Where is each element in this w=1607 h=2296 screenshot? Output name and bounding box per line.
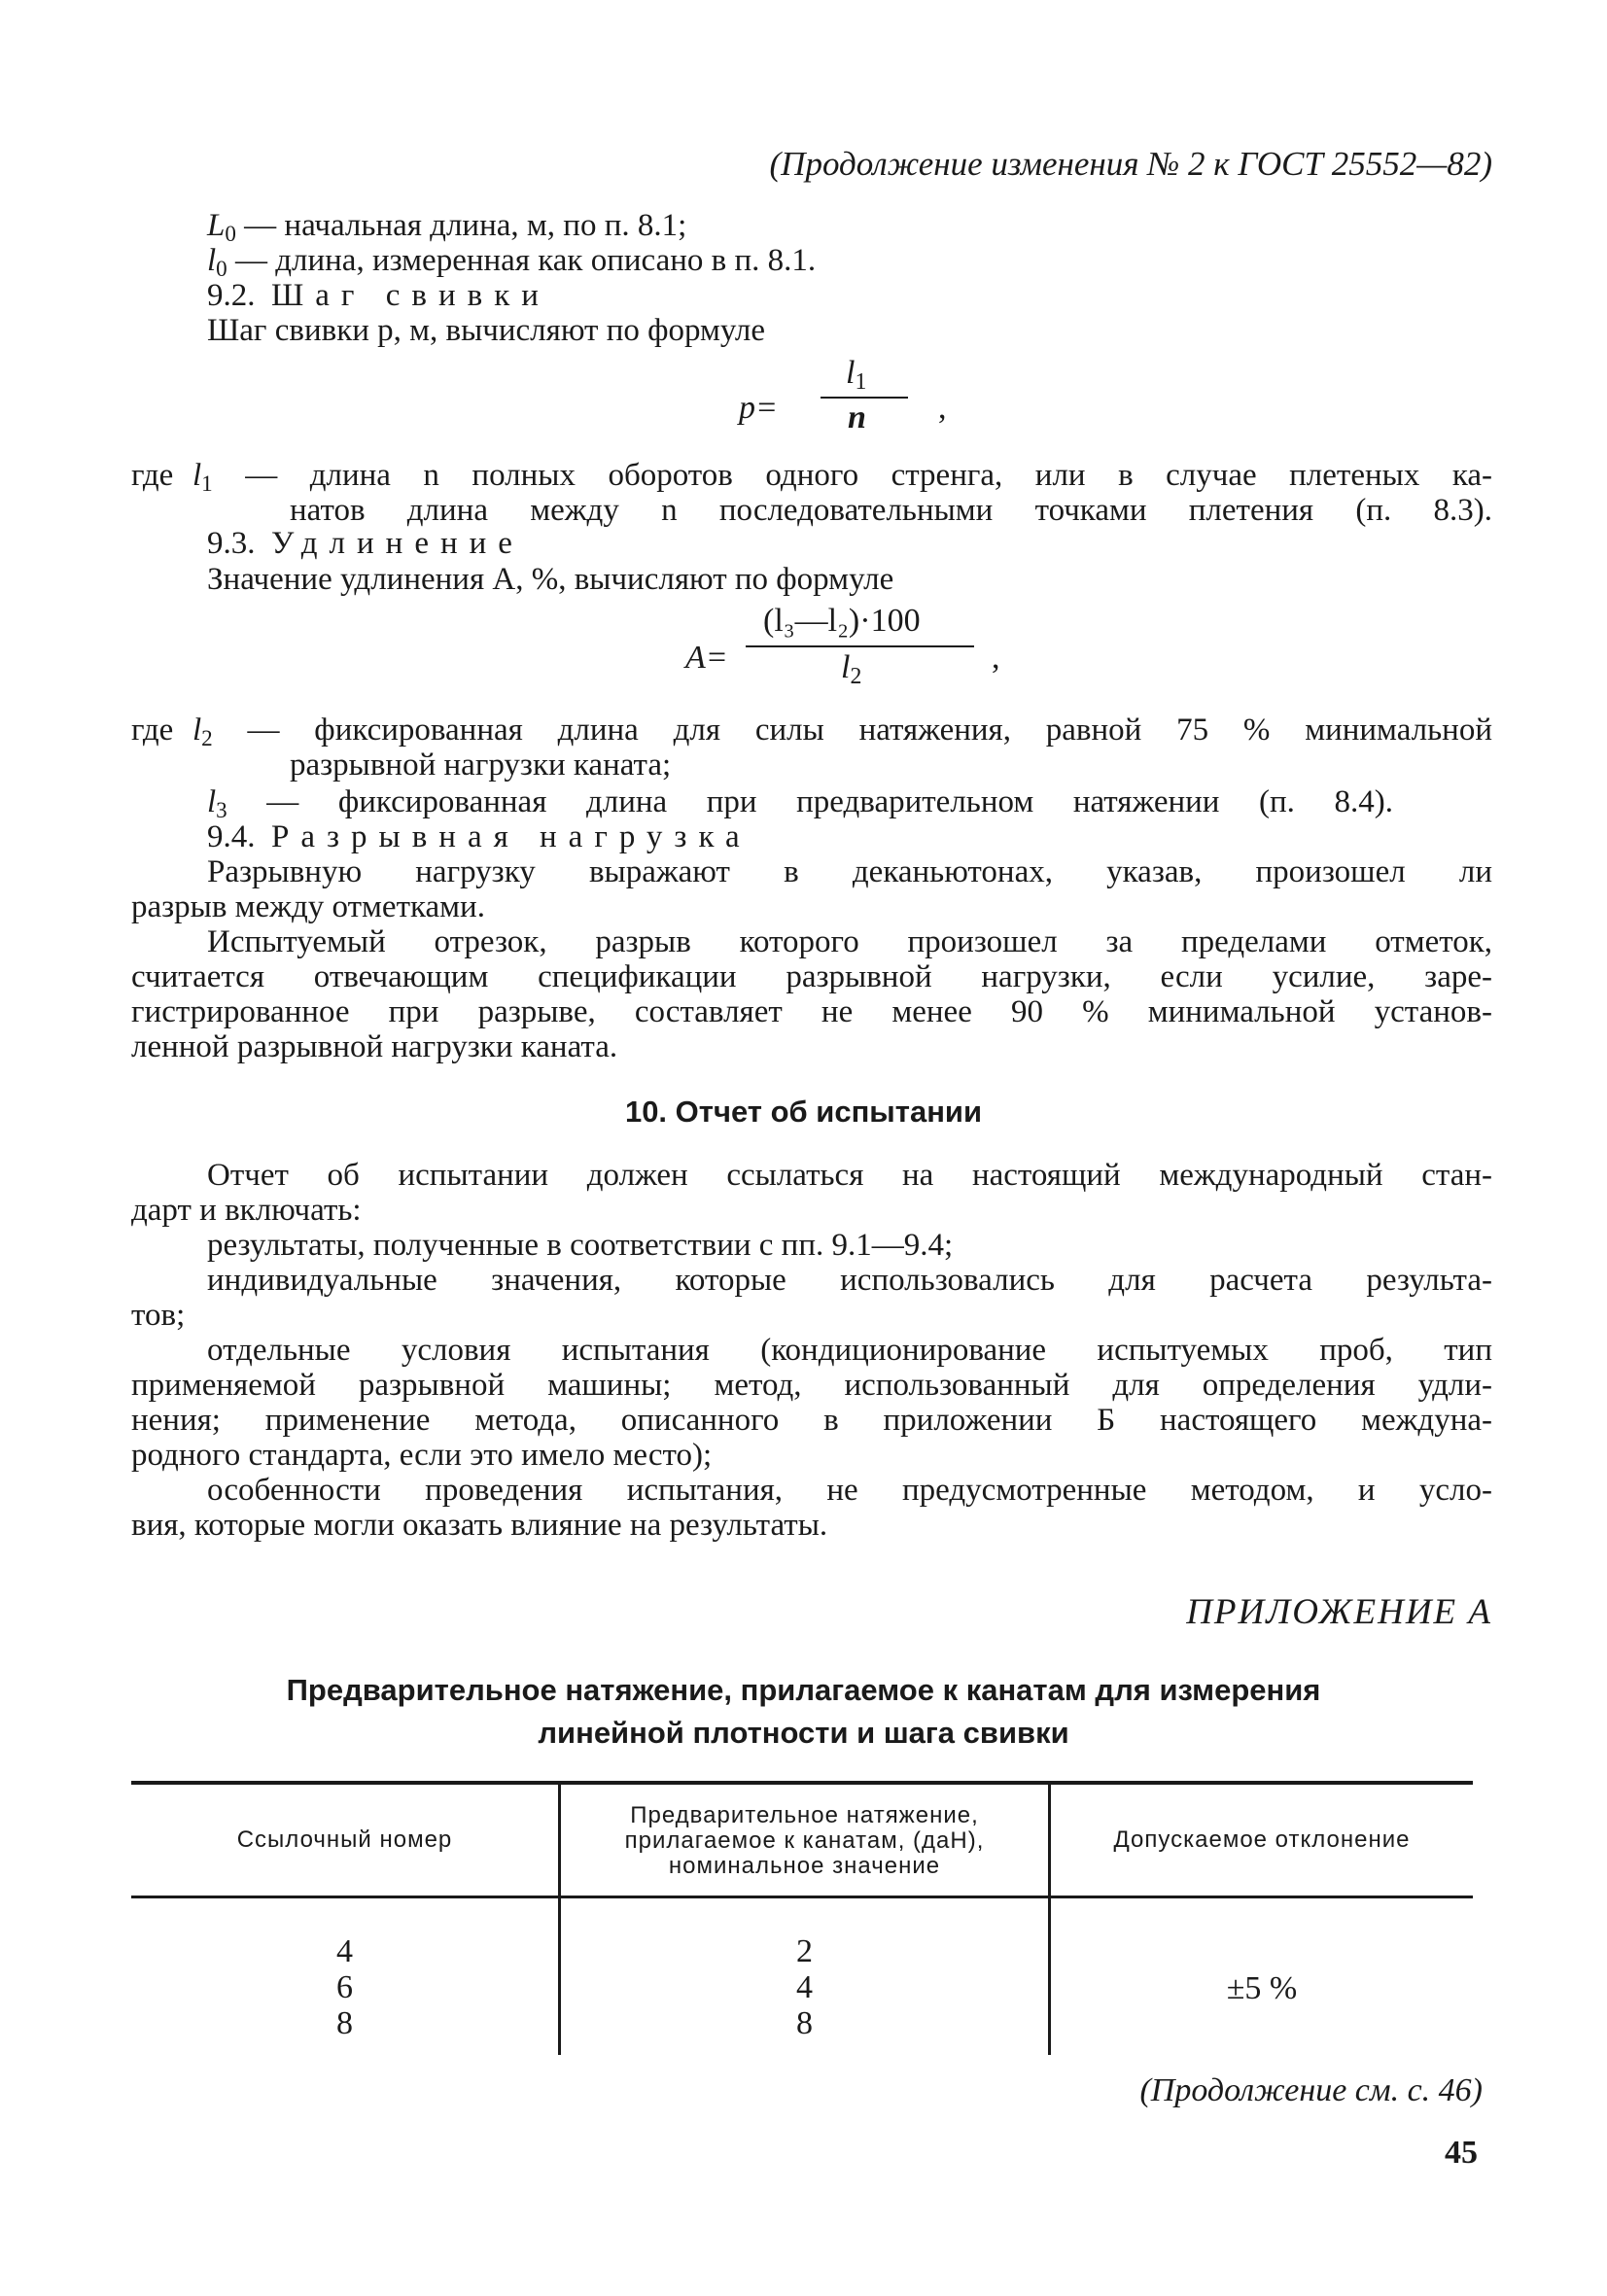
fraction-bar [821, 397, 908, 399]
section-10-line6: отдельные условия испытания (кондиционирование испытуемых проб, тип [207, 1333, 1492, 1368]
table-cell-tension-3: 8 [796, 2005, 813, 2041]
table-header-tolerance: Допускаемое отклонение [1113, 1826, 1411, 1853]
section-10-line10: особенности проведения испытания, не предусмотренные методом, и усло- [207, 1473, 1492, 1508]
table-cell-ref-2: 6 [336, 1969, 353, 2005]
table-header-pretension: Предварительное натяжение, прилагаемое к канатам, (даН), номинальное значение [624, 1802, 985, 1879]
page-header: (Продолжение изменения № 2 к ГОСТ 25552—82) [769, 145, 1492, 183]
where-label-9-3: где [131, 713, 174, 748]
continuation-note: (Продолжение см. с. 46) [1139, 2072, 1483, 2108]
table-cell-ref-1: 4 [336, 1933, 353, 1969]
definition-l2-line2: разрывной нагрузки каната; [290, 748, 672, 783]
section-10-line2: дарт и включать: [131, 1193, 362, 1228]
section-10-line1: Отчет об испытании должен ссылаться на настоящий международный стан- [207, 1158, 1492, 1193]
table-header-rule [131, 1896, 1473, 1898]
appendix-title-line1: Предварительное натяжение, прилагаемое к канатам для измерения [286, 1673, 1321, 1707]
section-9-4-heading: 9.4. Разрывная нагрузка [207, 819, 751, 854]
section-10-heading: 10. Отчет об испытании [624, 1095, 983, 1129]
table-cell-tension-1: 2 [796, 1933, 813, 1969]
definition-L0: $L_0$ — начальная длина, м, по п. 8.1; [207, 208, 687, 246]
appendix-title-line2: линейной плотности и шага свивки [538, 1716, 1069, 1750]
definition-l1-line2: натов длина между n последовательными точками плетения (п. 8.3). [290, 493, 1492, 528]
definition-l3: $l_3$ — фиксированная длина при предварительном натяжении (п. 8.4). [207, 784, 1393, 822]
table-col-divider-2 [1048, 1785, 1051, 2055]
section-9-4-p2-line2: считается отвечающим спецификации разрывной нагрузки, если усилие, заре- [131, 959, 1492, 994]
formula-twist-pitch: p= $l_1$ n , [739, 355, 947, 435]
section-9-2-intro: Шаг свивки p, м, вычисляют по формуле [207, 313, 766, 348]
table-cell-tension-2: 4 [796, 1969, 813, 2005]
section-9-4-p2-line1: Испытуемый отрезок, разрыв которого произошел за пределами отметок, [207, 924, 1492, 959]
section-10-line11: вия, которые могли оказать влияние на результаты. [131, 1508, 828, 1543]
table-cell-tolerance: ±5 % [1226, 1970, 1298, 2006]
fraction-bar [746, 645, 974, 647]
section-10-line4: индивидуальные значения, которые использовались для расчета результа- [207, 1263, 1492, 1298]
where-label-9-2: где [131, 458, 174, 493]
section-9-2-heading: 9.2. Шаг свивки [207, 278, 550, 313]
section-9-4-p2-line4: ленной разрывной нагрузки каната. [131, 1029, 618, 1064]
section-10-line5: тов; [131, 1298, 186, 1333]
page-number: 45 [1445, 2135, 1478, 2171]
section-9-4-p1-line2: разрыв между отметками. [131, 889, 485, 924]
definition-l1-line1: $l_1$ — длина n полных оборотов одного стренга, или в случае плетеных ка- [192, 458, 1492, 496]
section-9-3-intro: Значение удлинения A, %, вычисляют по формуле [207, 562, 894, 597]
section-9-4-p1-line1: Разрывную нагрузку выражают в деканьютонах, указав, произошел ли [207, 854, 1492, 889]
appendix-label: ПРИЛОЖЕНИЕ А [1186, 1592, 1492, 1632]
section-9-3-heading: 9.3. Удлинение [207, 526, 524, 561]
formula-elongation: A= (l₃—l₂)·100 $l_2$ , [685, 603, 1000, 689]
definition-l0: $l_0$ — длина, измеренная как описано в п. 8.1. [207, 243, 817, 281]
section-10-line8: нения; применение метода, описанного в приложении Б настоящего междуна- [131, 1403, 1492, 1438]
table-cell-ref-3: 8 [336, 2005, 353, 2041]
definition-l2-line1: $l_2$ — фиксированная длина для силы натяжения, равной 75 % минимальной [192, 713, 1492, 750]
section-10-line9: родного стандарта, если это имело место); [131, 1438, 713, 1473]
table-top-rule [131, 1781, 1473, 1785]
table-header-ref-number: Ссылочный номер [236, 1826, 453, 1853]
section-9-4-p2-line3: гистрированное при разрыве, составляет не менее 90 % минимальной установ- [131, 994, 1492, 1029]
section-10-line3: результаты, полученные в соответствии с пп. 9.1—9.4; [207, 1228, 954, 1263]
section-10-line7: применяемой разрывной машины; метод, использованный для определения удли- [131, 1368, 1492, 1403]
